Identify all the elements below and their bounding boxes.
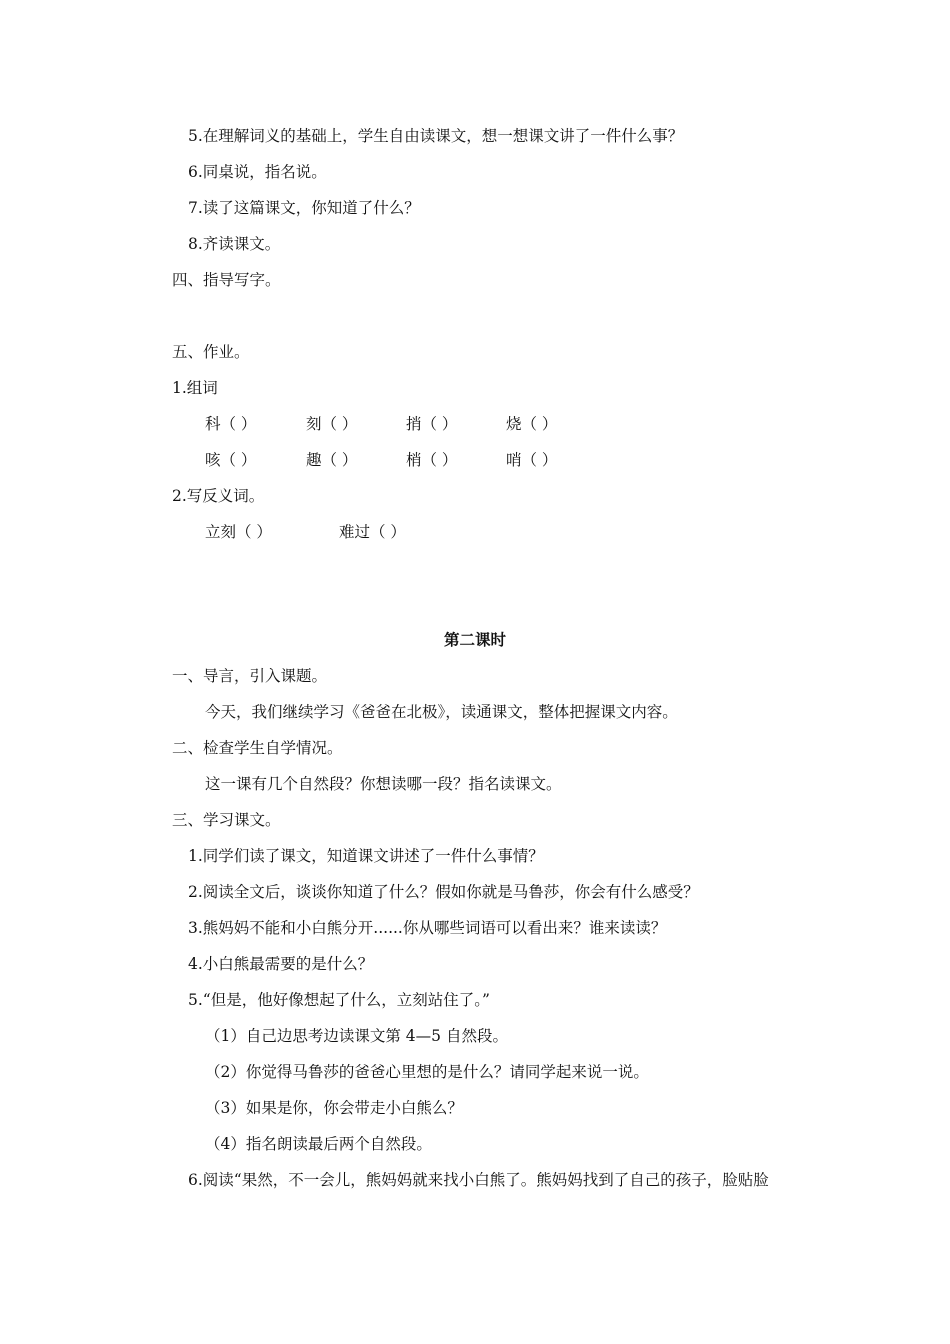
exercise-2-heading: 2.写反义词。 (172, 487, 265, 505)
sub-item-3: （3）如果是你，你会带走小白熊么？ (205, 1099, 463, 1117)
section-heading-3: 三、学习课文。 (172, 811, 281, 829)
step-8: 8.齐读课文。 (188, 235, 281, 253)
study-item-1: 1.同学们读了课文，知道课文讲述了一件什么事情？ (188, 847, 544, 865)
study-item-4: 4.小白熊最需要的是什么？ (188, 955, 374, 973)
check-paragraph: 这一课有几个自然段？你想读哪一段？指名读课文。 (205, 775, 562, 793)
section-heading-4: 四、指导写字。 (172, 271, 281, 289)
study-item-3: 3.熊妈妈不能和小白熊分开......你从哪些词语可以看出来？谁来读读？ (188, 919, 667, 937)
sub-item-2: （2）你觉得马鲁莎的爸爸心里想的是什么？请同学起来说一说。 (205, 1063, 649, 1081)
word-blank: 烧（ ） (506, 415, 558, 433)
word-blank: 梢（ ） (406, 451, 458, 469)
sub-item-1: （1）自己边思考边读课文第 4—5 自然段。 (205, 1027, 508, 1045)
step-5: 5.在理解词义的基础上，学生自由读课文，想一想课文讲了一件什么事？ (188, 127, 684, 145)
word-blank: 刻（ ） (306, 415, 358, 433)
antonym-blank: 立刻（ ） (205, 523, 272, 541)
study-item-2: 2.阅读全文后，谈谈你知道了什么？假如你就是马鲁莎，你会有什么感受？ (188, 883, 699, 901)
antonym-blank: 难过（ ） (339, 523, 406, 541)
study-item-6: 6.阅读“果然，不一会儿，熊妈妈就来找小白熊了。熊妈妈找到了自己的孩子，脸贴脸 (188, 1171, 769, 1189)
word-blank: 咳（ ） (205, 451, 257, 469)
step-6: 6.同桌说，指名说。 (188, 163, 327, 181)
word-blank: 捎（ ） (406, 415, 458, 433)
intro-paragraph: 今天，我们继续学习《爸爸在北极》，读通课文，整体把握课文内容。 (205, 703, 678, 721)
section-heading-1: 一、导言，引入课题。 (172, 667, 328, 685)
section-heading-2: 二、检查学生自学情况。 (172, 739, 343, 757)
lesson-title: 第二课时 (443, 630, 506, 649)
sub-item-4: （4）指名朗读最后两个自然段。 (205, 1135, 432, 1153)
step-7: 7.读了这篇课文，你知道了什么？ (188, 199, 420, 217)
study-item-5: 5.“但是，他好像想起了什么，立刻站住了。” (188, 991, 490, 1009)
word-blank: 科（ ） (205, 415, 257, 433)
word-blank: 趣（ ） (306, 451, 358, 469)
exercise-1-heading: 1.组词 (172, 379, 218, 397)
section-heading-5: 五、作业。 (172, 343, 250, 361)
word-blank: 哨（ ） (506, 451, 558, 469)
